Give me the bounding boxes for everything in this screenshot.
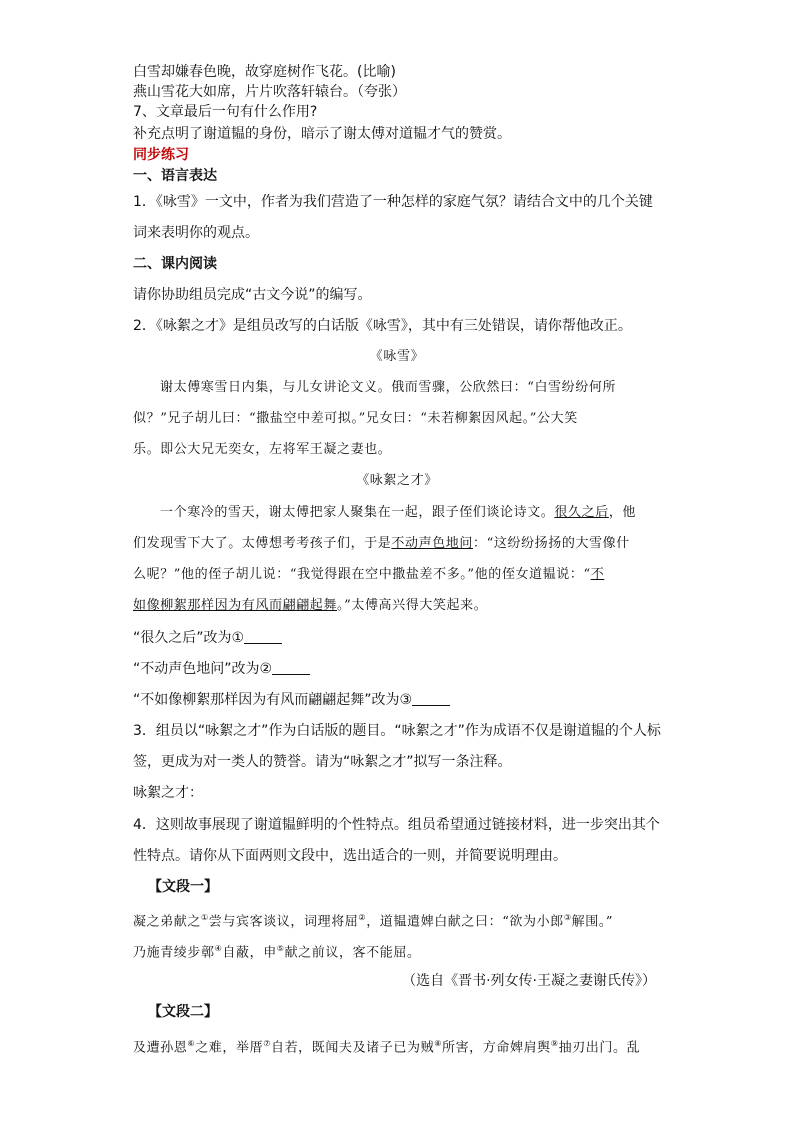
question-1-line2: 词来表明你的观点。 xyxy=(133,225,259,241)
answer-blank-1[interactable] xyxy=(244,629,282,644)
line-exaggeration: 燕山雪花大如席，片片吹落轩辕台。（夸张） xyxy=(133,84,406,100)
passage-2-line1: 及遭孙恩⑥之难，举厝⑦自若，既闻夫及诸子已为贼⑧所害，方命婢肩舆⑨抽刃出门。乱 xyxy=(133,1039,641,1056)
answer-blank-3[interactable] xyxy=(412,691,450,706)
section-1-title: 一、语言表达 xyxy=(133,168,217,184)
error-2: 不动声色地问 xyxy=(391,536,474,551)
error-1: 很久之后 xyxy=(554,505,609,520)
passage-1-label: 【文段一】 xyxy=(148,879,218,895)
rewrite-line1: 一个寒冷的雪天，谢太傅把家人聚集在一起，跟子侄们谈论诗文。很久之后，他 xyxy=(160,505,637,520)
sync-practice-heading: 同步练习 xyxy=(133,147,189,163)
rewrite-line2: 们发现雪下大了。太傅想考考孩子们，于是不动声色地问：“这纷纷扬扬的大雪像什 xyxy=(133,536,630,551)
original-title: 《咏雪》 xyxy=(369,349,425,364)
original-line1: 谢太傅寒雪日内集，与儿女讲论文义。俄而雪骤，公欣然曰：“白雪纷纷何所 xyxy=(160,380,617,395)
question-2: 2．《咏絮之才》是组员改写的白话版《咏雪》，其中有三处错误，请你帮他改正。 xyxy=(133,318,632,334)
rewrite-title: 《咏絮之才》 xyxy=(356,473,438,488)
passage-1-line1: 凝之弟献之①尝与宾客谈议，词理将屈②，道韫遣婢白献之曰：“欲为小郎③解围。” xyxy=(133,913,614,930)
section-2-title: 二、课内阅读 xyxy=(133,256,217,272)
answer-7: 补充点明了谢道韫的身份，暗示了谢太傅对道韫才气的赞赏。 xyxy=(133,126,511,142)
original-line3: 乐。即公大兄无奕女，左将军王凝之妻也。 xyxy=(133,442,392,457)
question-3-answer-label: 咏絮之才： xyxy=(133,785,203,801)
passage-1-source: （选自《晋书·列女传·王凝之妻谢氏传》） xyxy=(402,973,656,989)
line-simile: 白雪却嫌春色晚，故穿庭树作飞花。(比喻) xyxy=(133,64,396,80)
passage-2-label: 【文段二】 xyxy=(148,1004,218,1020)
question-1-line1: 1．《咏雪》一文中，作者为我们营造了一种怎样的家庭气氛？请结合文中的几个关键 xyxy=(133,194,653,210)
section-2-intro: 请你协助组员完成“古文今说”的编写。 xyxy=(133,287,372,303)
fix-2: “不动声色地问”改为② xyxy=(133,659,310,679)
error-3-start: 不 xyxy=(590,567,605,582)
rewrite-line4: 如像柳絮那样因为有风而翩翩起舞。”太傅高兴得大笑起来。 xyxy=(133,598,488,613)
question-3-line1: 3．组员以“咏絮之才”作为白话版的题目。“咏絮之才”作为成语不仅是谢道韫的个人标 xyxy=(133,723,661,739)
error-3: 如像柳絮那样因为有风而翩翩起舞 xyxy=(133,598,338,613)
answer-blank-2[interactable] xyxy=(272,660,310,675)
question-7: 7、文章最后一句有什么作用? xyxy=(133,104,318,120)
question-4-line2: 性特点。请你从下面两则文段中，选出适合的一则，并简要说明理由。 xyxy=(133,848,567,864)
original-line2: 似？”兄子胡儿曰：“撒盐空中差可拟。”兄女曰：“未若柳絮因风起。”公大笑 xyxy=(133,411,578,426)
rewrite-line3: 么呢？”他的侄子胡儿说：“我觉得跟在空中撒盐差不多。”他的侄女道韫说：“不 xyxy=(133,567,605,582)
fix-1: “很久之后”改为① xyxy=(133,628,282,648)
question-3-line2: 签，更成为对一类人的赞誉。请为“咏絮之才”拟写一条注释。 xyxy=(133,754,512,770)
fix-3: “不如像柳絮那样因为有风而翩翩起舞”改为③ xyxy=(133,690,450,710)
passage-1-line2: 乃施青绫步鄣④自蔽，申⑤献之前议，客不能屈。 xyxy=(133,944,421,961)
question-4-line1: 4．这则故事展现了谢道韫鲜明的个性特点。组员希望通过链接材料，进一步突出其个 xyxy=(133,817,660,833)
